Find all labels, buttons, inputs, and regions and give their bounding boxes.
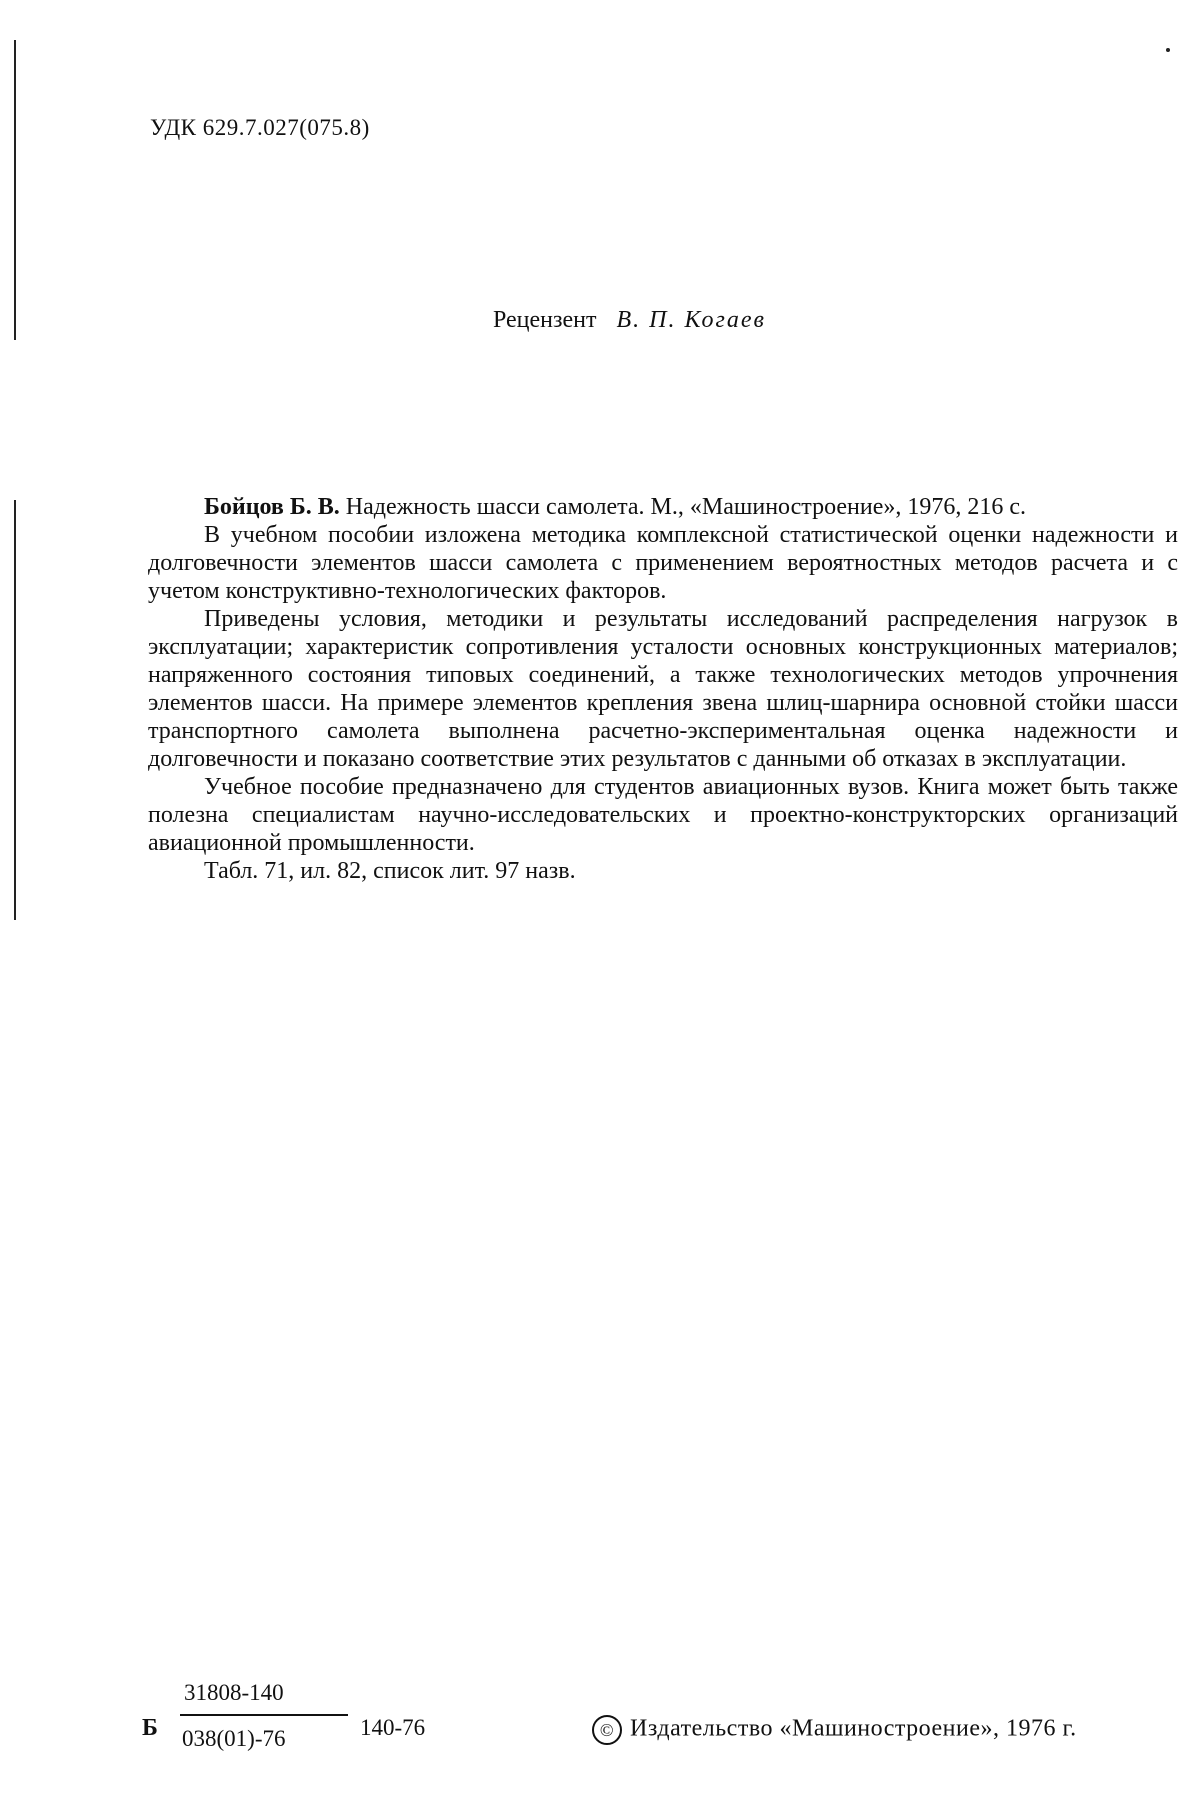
- abstract-paragraph-3: Учебное пособие предназначено для студентов авиационных вузов. Книга может быть также полезна специалистам научно-исследовательских и проектно-конструкторских организаций авиационной промышленности.: [148, 774, 1178, 856]
- reviewer-name: В. П. Когаев: [616, 307, 766, 333]
- citation-line: [148, 493, 1178, 521]
- scan-edge-line-top: [14, 40, 16, 340]
- copyright-icon: ©: [592, 1715, 622, 1745]
- reviewer-line: [493, 307, 766, 334]
- abstract-paragraph-2: Приведены условия, методики и результаты исследований распределения нагрузок в эксплуатации; характеристик сопротивления усталости основных конструкционных материалов; напряженного состояния типовых соединений, а также технологических методов упрочнения элементов шасси. На примере элементов крепления звена шлиц-шарнира основной стойки шасси транспортного самолета выполнена расчетно-экспериментальная оценка надежности и долговечности и показано соответствие этих результатов с данными об отказах в эксплуатации.: [148, 606, 1178, 772]
- bibliographic-record: [148, 493, 1178, 885]
- imprint-block: [0, 1680, 1200, 1770]
- scan-edge-line-bottom: [14, 500, 16, 920]
- imprint-numerator: 31808-140: [184, 1680, 284, 1705]
- copyright-line: [592, 1715, 1077, 1745]
- imprint-denominator: 038(01)-76: [182, 1726, 286, 1751]
- imprint-code: 140-76: [360, 1715, 426, 1740]
- counts-line: Табл. 71, ил. 82, список лит. 97 назв.: [204, 858, 576, 884]
- fraction-bar: [180, 1714, 348, 1716]
- udc-code: УДК 629.7.027(075.8): [150, 115, 370, 140]
- author-name: Бойцов Б. В.: [204, 494, 340, 520]
- copyright-text: Издательство «Машиностроение», 1976 г.: [630, 1715, 1077, 1742]
- abstract-paragraph-1: В учебном пособии изложена методика комплексной статистической оценки надежности и долговечности элементов шасси самолета с применением вероятностных методов расчета и с учетом конструктивно-технологических факторов.: [148, 522, 1178, 604]
- imprint-letter: Б: [142, 1715, 158, 1741]
- scan-speck: [1166, 48, 1170, 52]
- citation-text: Надежность шасси самолета. М., «Машиностроение», 1976, 216 с.: [345, 494, 1027, 520]
- reviewer-label: Рецензент: [493, 307, 597, 333]
